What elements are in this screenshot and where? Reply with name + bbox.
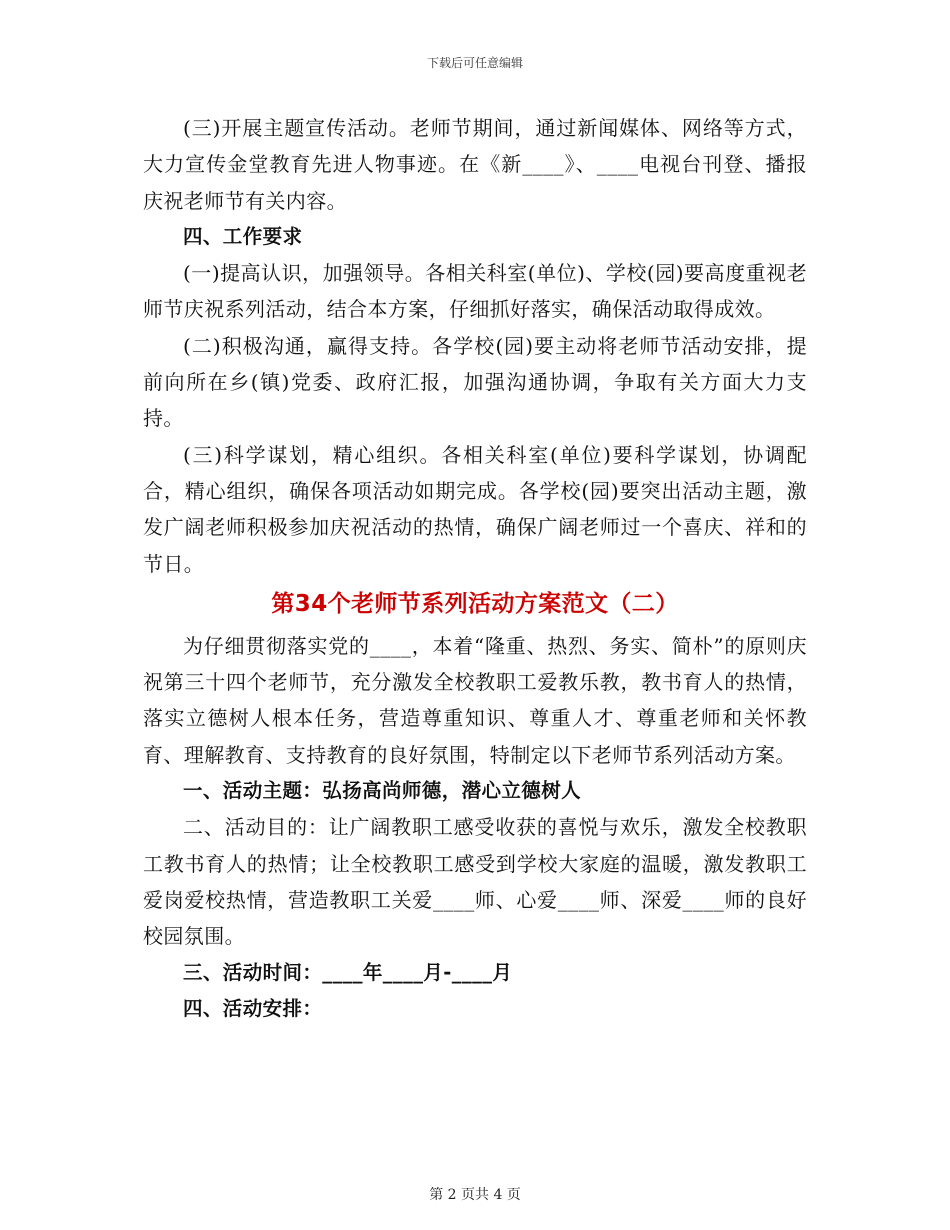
- paragraph-leadership: (一)提高认识，加强领导。各相关科室(单位)、学校(园)要高度重视老师节庆祝系列活动，结合本方案，仔细抓好落实，确保活动取得成效。: [143, 261, 807, 322]
- paragraph-activity-goal: 二、活动目的：让广阔教职工感受收获的喜悦与欢乐，激发全校教职工教书育人的热情；让全校教职工感受到学校大家庭的温暖，激发教职工爱岗爱校热情，营造教职工关爱____师、心爱____师、深爱____师的良好校园氛围。: [143, 815, 807, 949]
- document-title: 第34个老师节系列活动方案范文（二）: [271, 590, 679, 617]
- paragraph-communication: (二)积极沟通，赢得支持。各学校(园)要主动将老师节活动安排，提前向所在乡(镇)党委、政府汇报，加强沟通协调，争取有关方面大力支持。: [143, 333, 807, 431]
- paragraph-publicity: (三)开展主题宣传活动。老师节期间，通过新闻媒体、网络等方式，大力宣传金堂教育先进人物事迹。在《新____》、____电视台刊登、播报庆祝老师节有关内容。: [143, 116, 807, 213]
- paragraph-intro: 为仔细贯彻落实党的____，本着“隆重、热烈、务实、简朴”的原则庆祝第三十四个老师节，充分激发全校教职工爱教乐教，教书育人的热情，落实立德树人根本任务，营造尊重知识、尊重人才、尊重老师和关怀教育、理解教育、支持教育的良好氛围，特制定以下老师节系列活动方案。: [143, 633, 807, 767]
- page-footer: 第 2 页共 4 页: [429, 1187, 521, 1203]
- document-body: [143, 110, 807, 1027]
- heading-work-requirements: 四、工作要求: [183, 224, 303, 248]
- heading-activity-time: 三、活动时间：____年____月-____月: [183, 960, 513, 984]
- page-header: 下载后可任意编辑: [426, 56, 523, 70]
- heading-activity-arrangement: 四、活动安排：: [183, 996, 323, 1020]
- heading-activity-theme: 一、活动主题：弘扬高尚师德，潜心立德树人: [183, 779, 582, 803]
- paragraph-organization: (三)科学谋划，精心组织。各相关科室(单位)要科学谋划，协调配合，精心组织，确保各项活动如期完成。各学校(园)要突出活动主题，激发广阔老师积极参加庆祝活动的热情，确保广阔老师过一个喜庆、祥和的节日。: [143, 442, 807, 576]
